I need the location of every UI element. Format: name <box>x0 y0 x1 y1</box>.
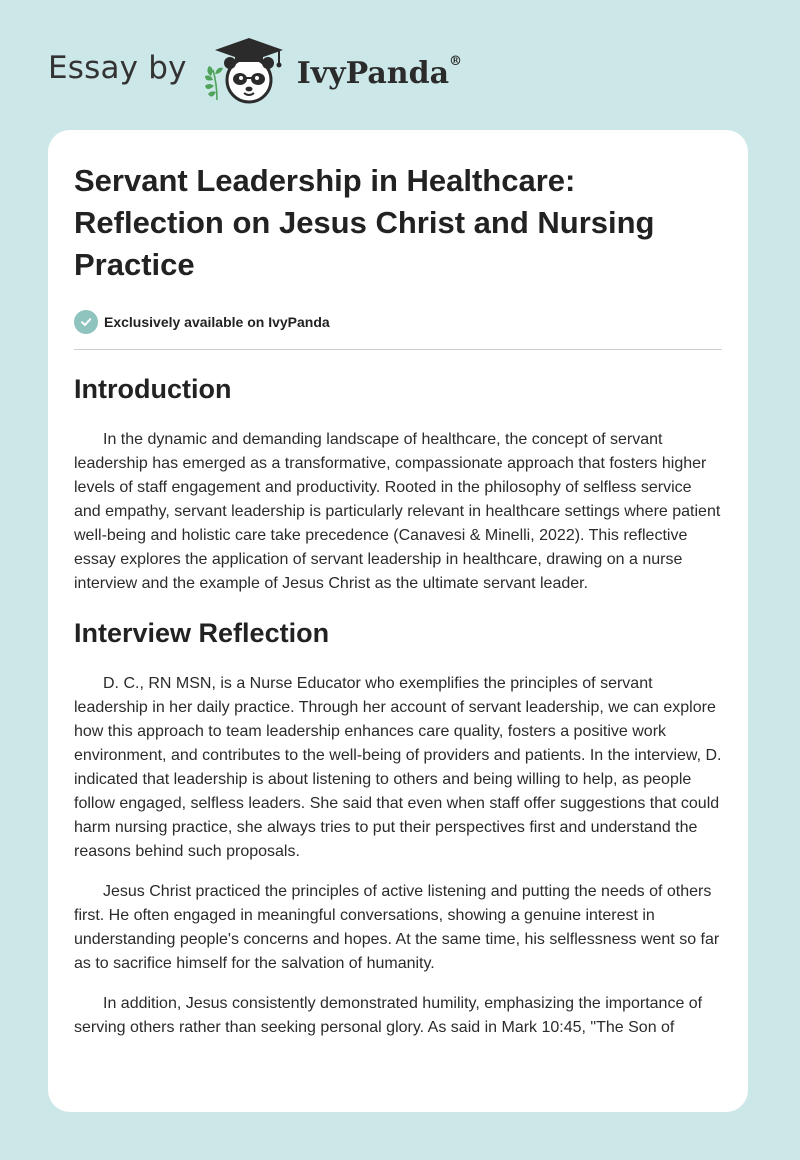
site-header <box>48 30 462 110</box>
ivypanda-logo[interactable] <box>201 30 462 110</box>
essay-title: Servant Leadership in Healthcare: Reflection on Jesus Christ and Nursing Practice <box>74 163 655 282</box>
registered-mark: ® <box>449 53 463 69</box>
essay-card <box>48 130 748 1112</box>
title-divider <box>74 349 722 350</box>
paragraph: Jesus Christ practiced the principles of active listening and putting the needs of others first. He often engaged in meaningful conversations, showing a genuine interest in understanding people's concerns and hopes. At the same time, his selflessness went so far as to sacrifice himself for the salvation of humanity. <box>74 883 720 972</box>
essay-by-label: Essay by <box>48 50 187 86</box>
panda-graduate-icon <box>201 30 291 110</box>
paragraph: In the dynamic and demanding landscape of healthcare, the concept of servant leadership has emerged as a transformative, compassionate approach that fosters higher levels of staff engagement and productivity. Rooted in the philosophy of selfless service and empathy, servant leadership is particularly relevant in healthcare settings where patient well-being and holistic care take precedence (Canavesi & Minelli, 2022). This reflective essay explores the application of servant leadership in healthcare, drawing on a nurse interview and the example of Jesus Christ as the ultimate servant leader. <box>74 431 721 592</box>
section-heading: Interview Reflection <box>74 618 330 648</box>
exclusive-badge <box>74 310 722 334</box>
brand-name: IvyPanda® <box>296 53 463 91</box>
exclusive-label: Exclusively available on IvyPanda <box>104 314 330 330</box>
paragraph: D. C., RN MSN, is a Nurse Educator who exemplifies the principles of servant leadership in her daily practice. Through her account of servant leadership, we can explore how this approach to team leadership enhances care quality, fosters a positive work environment, and contributes to the well-being of providers and patients. In the interview, D. indicated that leadership is about listening to others and being willing to help, as people follow engaged, selfless leaders. She said that even when staff offer suggestions that could harm nursing practice, she always tries to put their perspectives first and understand the reasons behind such proposals. <box>74 675 722 860</box>
check-icon <box>74 310 98 334</box>
section-heading: Introduction <box>74 374 232 404</box>
paragraph: In addition, Jesus consistently demonstrated humility, emphasizing the importance of serving others rather than seeking personal glory. As said in Mark 10:45, "The Son of <box>74 995 703 1036</box>
